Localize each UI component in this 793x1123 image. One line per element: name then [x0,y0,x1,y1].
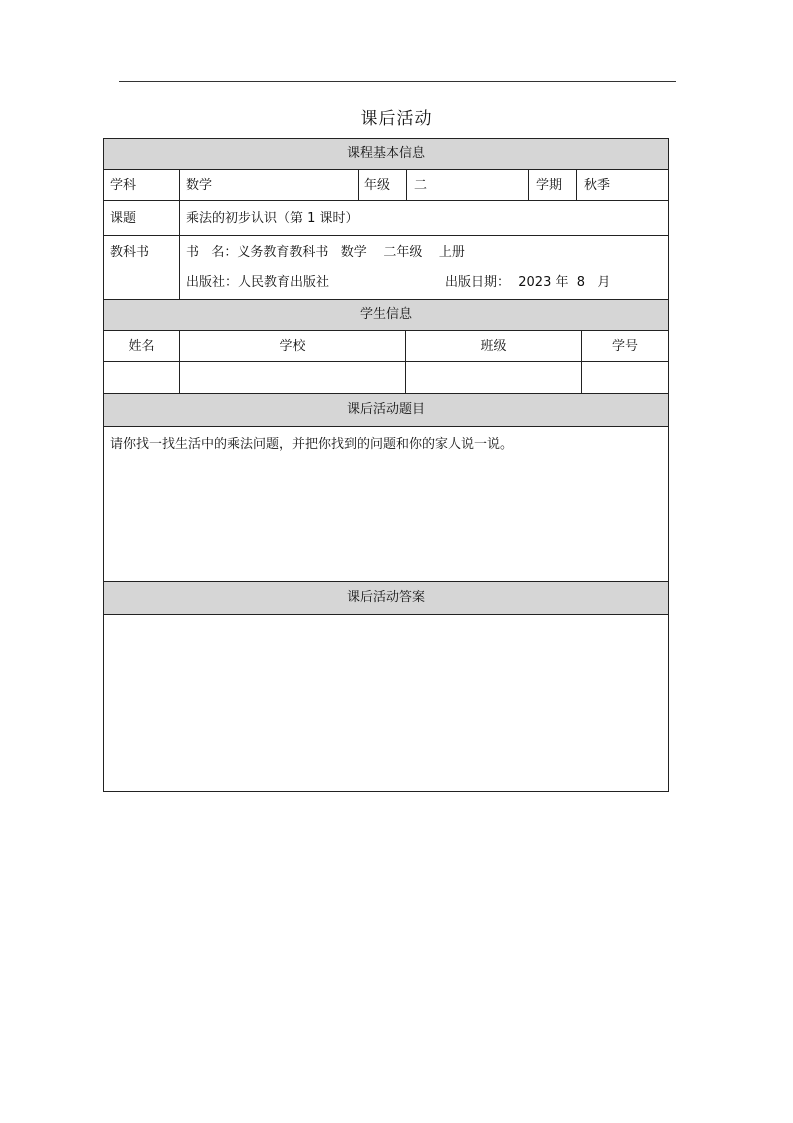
course-info-header: 课程基本信息 [104,139,668,169]
topic-value: 乘法的初步认识（第 1 课时） [186,211,359,226]
activity-question-header: 课后活动题目 [104,394,668,426]
divider [179,200,180,235]
student-name-field[interactable] [104,362,179,393]
activity-question-text: 请你找一找生活中的乘法问题，并把你找到的问题和你的家人说一说。 [110,437,514,452]
topic-label: 课题 [110,211,137,226]
column-header-name: 姓名 [128,339,155,354]
divider [104,169,668,170]
grade-label: 年级 [364,178,391,193]
divider [528,169,529,200]
document-title: 课后活动 [360,109,433,129]
divider [576,169,577,200]
textbook-label: 教科书 [110,245,150,260]
textbook-name: 书 名：义务教育教科书 数学 二年级 上册 [186,245,465,260]
textbook-publish-date: 出版日期： 2023 年 8 月 [445,275,611,290]
term-value: 秋季 [584,178,611,193]
divider [104,426,668,427]
student-school-field[interactable] [180,362,405,393]
divider [358,169,359,200]
activity-sheet-table [103,138,669,792]
divider [179,235,180,299]
textbook-publisher: 出版社：人民教育出版社 [186,275,330,290]
activity-answer-header: 课后活动答案 [104,582,668,614]
activity-answer-area[interactable] [104,615,668,791]
header-rule [119,81,676,82]
column-header-class: 班级 [480,339,507,354]
term-label: 学期 [536,178,563,193]
column-header-school: 学校 [279,339,306,354]
divider [406,169,407,200]
grade-value: 二 [414,178,428,193]
subject-value: 数学 [186,178,213,193]
column-header-student-id: 学号 [611,339,638,354]
divider [179,169,180,200]
divider [104,235,668,236]
student-info-header: 学生信息 [104,300,668,330]
subject-label: 学科 [110,178,137,193]
student-id-field[interactable] [582,362,668,393]
divider [104,200,668,201]
divider [104,330,668,331]
student-class-field[interactable] [406,362,581,393]
